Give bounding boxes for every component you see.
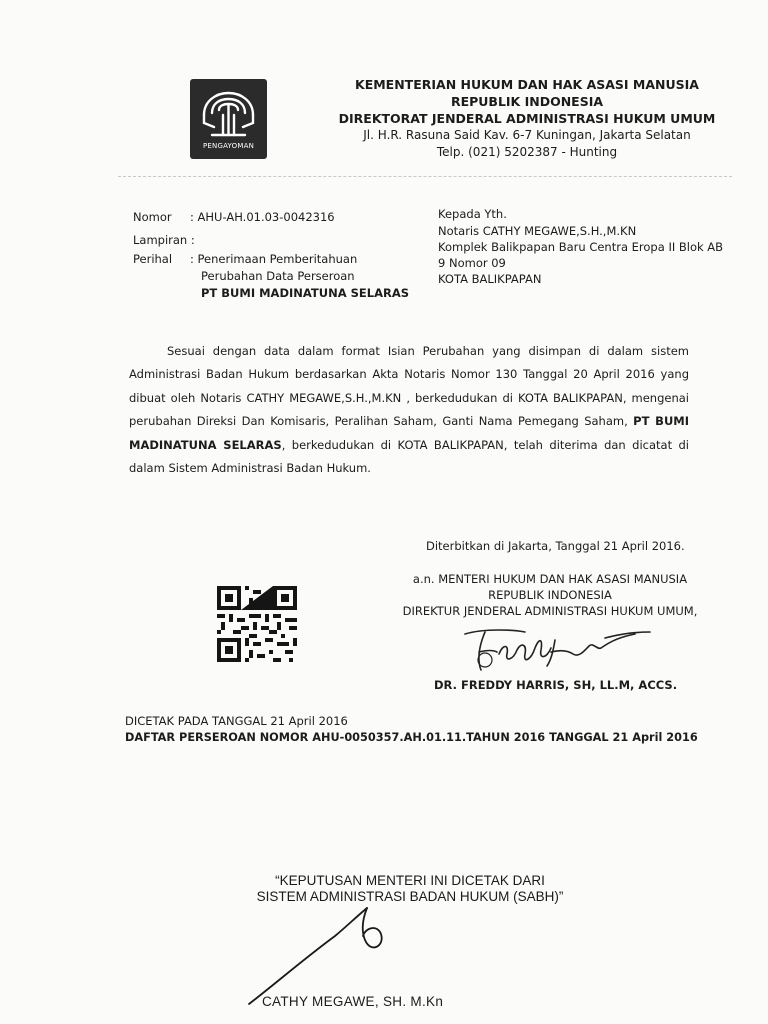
nomor-label: Nomor [133,210,172,224]
republic-name: REPUBLIK INDONESIA [450,94,604,109]
recipient-address-2: 9 Nomor 09 [438,256,506,270]
notary-name: CATHY MEGAWE, SH. M.Kn [262,994,444,1009]
stamp-line-2: SISTEM ADMINISTRASI BADAN HUKUM (SABH)” [256,889,564,904]
company-name: PT BUMI MADINATUNA SELARAS [201,286,410,300]
recipient-name: Notaris CATHY MEGAWE,S.H.,M.KN [438,224,637,238]
recipient-greeting: Kepada Yth. [438,207,507,221]
director-signature [455,620,655,680]
title-line: DIREKTUR JENDERAL ADMINISTRASI HUKUM UMUM, [402,604,698,618]
recipient-address-1: Komplek Balikpapan Baru Centra Eropa II Blok AB [438,240,724,254]
qr-code-icon [217,586,297,662]
nomor-value: : AHU-AH.01.03-0042316 [190,210,335,224]
body-text-1: Sesuai dengan data dalam format Isian Perubahan yang disimpan di dalam sistem Administrasi Badan Hukum berdasarkan Akta Notaris Nomor 130 Tanggal 20 April 2016 yang dibuat oleh Notaris CATHY MEGAWE,S.H.,M.KN , berkedudukan di KOTA BALIKPAPAN, mengenai perubahan Direksi Dan Komisaris, Peralihan Saham, Ganti Nama Pemegang Saham, [129,344,689,429]
body-company: PT BUMI MADINATUNA SELARAS [129,414,690,452]
recipient-block [438,206,723,287]
printed-date: DICETAK PADA TANGGAL 21 April 2016 [125,714,348,728]
signatory-block [390,571,710,619]
pengayoman-tree-icon [190,79,267,141]
logo-caption: PENGAYOMAN [202,142,255,150]
header-divider [118,176,732,177]
office-address: Jl. H.R. Rasuna Said Kav. 6-7 Kuningan, Jakarta Selatan [363,128,691,142]
company-register-number: DAFTAR PERSEROAN NOMOR AHU-0050357.AH.01.11.TAHUN 2016 TANGGAL 21 April 2016 [125,731,698,744]
perihal-line1: : Penerimaan Pemberitahuan [190,252,358,266]
office-phone: Telp. (021) 5202387 - Hunting [436,145,618,159]
lampiran-label: Lampiran : [133,233,195,247]
body-text-2: , berkedudukan di KOTA BALIKPAPAN, telah diterima dan dicatat di dalam Sistem Administrasi Badan Hukum. [129,437,690,476]
on-behalf-line: a.n. MENTERI HUKUM DAN HAK ASASI MANUSIA [412,572,688,586]
perihal-label: Perihal [133,252,173,266]
body-paragraph [129,340,689,480]
directorate-name: DIREKTORAT JENDERAL ADMINISTRASI HUKUM UMUM [338,111,716,126]
letterhead [333,76,721,161]
republic-line: REPUBLIK INDONESIA [488,588,612,602]
issued-statement: Diterbitkan di Jakarta, Tanggal 21 April 2016. [426,539,685,553]
ministry-name: KEMENTERIAN HUKUM DAN HAK ASASI MANUSIA [355,77,699,92]
stamp-line-1: “KEPUTUSAN MENTERI INI DICETAK DARI [275,873,545,888]
perihal-line2: Perubahan Data Perseroan [201,269,355,283]
signatory-name: DR. FREDDY HARRIS, SH, LL.M, ACCS. [434,678,678,692]
recipient-city: KOTA BALIKPAPAN [438,272,542,286]
ministry-logo [190,79,267,159]
